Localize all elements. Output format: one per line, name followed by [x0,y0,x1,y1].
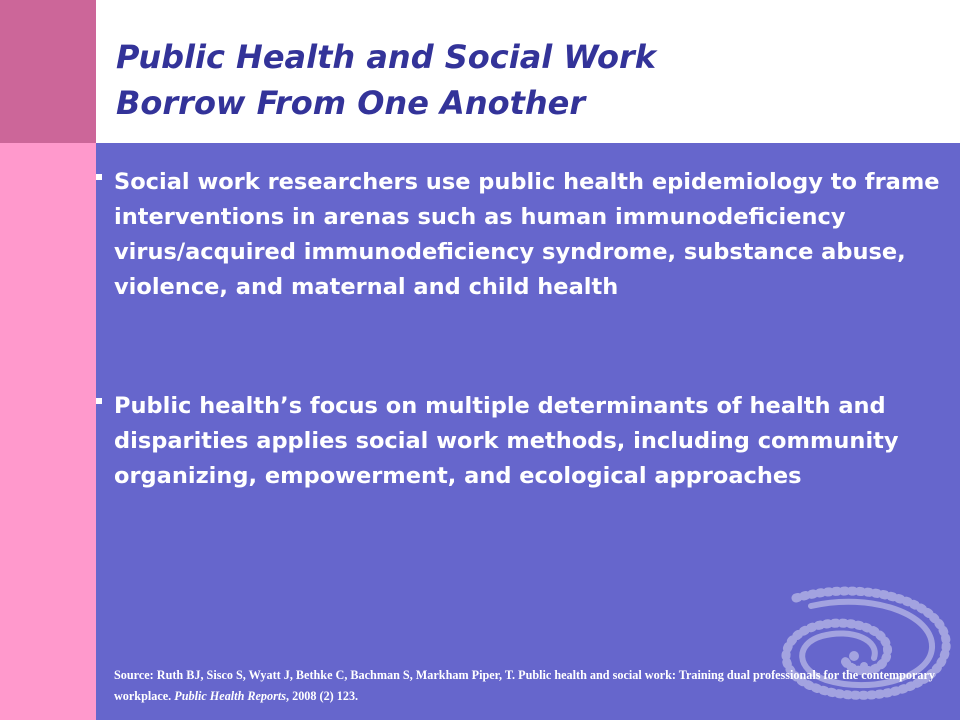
title-area [96,0,960,143]
bullet-item [96,389,956,494]
square-bullet-icon [96,398,102,404]
bullet-text: Social work researchers use public health epidemiology to frame interventions in arenas such as human immunodeficiency virus/acquired immunodeficiency syndrome, substance abuse, violence, and maternal and child health [114,169,940,300]
content-panel [96,143,960,720]
source-journal-name: Public Health Reports [174,689,286,703]
slide-title [116,34,936,126]
slide-title-line-2: Borrow From One Another [116,84,586,122]
left-accent-bar-top [0,0,96,143]
source-citation-suffix: , 2008 (2) 123. [286,689,359,703]
square-bullet-icon [96,174,102,180]
bullet-item [96,165,956,305]
left-accent-bar-bottom [0,143,96,720]
slide-title-line-1: Public Health and Social Work [116,38,656,76]
bullet-text: Public health’s focus on multiple determinants of health and disparities applies social work methods, including community organizing, empowerment, and ecological approaches [114,393,899,489]
source-citation [114,665,954,707]
source-citation-text: Source: Ruth BJ, Sisco S, Wyatt J, Bethke C, Bachman S, Markham Piper, T. Public health and social work: Training dual professionals for the contemporary workplace. [114,668,936,703]
